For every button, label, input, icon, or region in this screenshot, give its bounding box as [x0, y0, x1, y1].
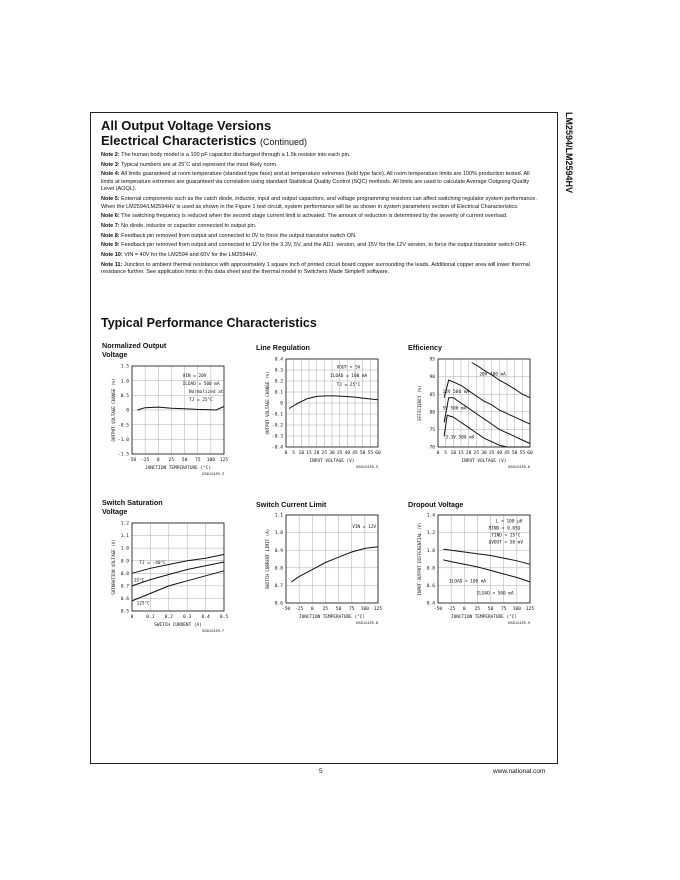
chart-annotation: L = 100 µH	[495, 519, 523, 525]
x-tick-label: 15	[458, 451, 464, 456]
note-item	[101, 242, 543, 250]
note-item	[101, 213, 543, 221]
y-tick-label: -0.5	[117, 423, 129, 429]
x-tick-label: 20	[465, 451, 472, 456]
x-tick-label: 100	[206, 458, 216, 463]
series-line-1	[472, 363, 530, 398]
note-text: The switching frequency is reduced when the second stage current limit is activated. The amount of reduction is determined by the severity of current overload.	[121, 213, 508, 220]
y-tick-label: 70	[429, 445, 435, 451]
note-item	[101, 152, 543, 160]
series-line-4	[444, 415, 530, 447]
x-tick-label: 100	[512, 607, 522, 612]
x-tick-label: 60	[527, 451, 533, 456]
x-tick-label: 10	[298, 451, 305, 456]
x-tick-label: 50	[487, 607, 494, 612]
chart-annotation: 5V 500 mA	[442, 406, 467, 412]
x-tick-label: 25	[473, 451, 480, 456]
x-tick-label: 100	[360, 607, 370, 612]
y-tick-label: 1.0	[426, 548, 435, 554]
y-tick-label: 1.0	[120, 379, 129, 385]
y-tick-label: 0.9	[120, 559, 129, 565]
series-line-1	[289, 396, 378, 409]
chart-annotation: TJ = -40°C	[139, 560, 166, 566]
figure-code: DS012439-5	[356, 465, 378, 469]
part-number-tab	[560, 112, 576, 332]
series-line-2	[444, 380, 530, 424]
x-tick-label: 25	[168, 458, 175, 463]
x-tick-label: 0	[130, 615, 134, 620]
x-tick-label: 0.3	[183, 615, 192, 620]
x-tick-label: 40	[344, 451, 351, 456]
y-tick-label: 0.3	[274, 368, 283, 374]
x-tick-label: 0	[284, 451, 288, 456]
y-tick-label: 0.7	[274, 584, 283, 589]
y-tick-label: 95	[429, 357, 435, 363]
x-tick-label: 0	[436, 451, 440, 456]
footer-site: www.national.com	[493, 768, 546, 775]
performance-title: Typical Performance Characteristics	[101, 316, 317, 330]
y-tick-label: 85	[429, 392, 435, 398]
chart-annotation: VOUT = 5V	[336, 365, 361, 371]
note-text: All limits guaranteed at room temperature (standard type face) and at temperature extremes (bold type face). All room temperature limits are 100% production tested. All limits at temperature extremes are guaranteed via correlation using standard Statistical Quality Control (SQC) methods. All limits are used to calculate Average Outgoing Quality Level (AOQL).	[101, 171, 530, 193]
chart-dropout-voltage	[408, 511, 548, 633]
chart-title-dropout: Dropout Voltage	[408, 500, 464, 509]
part-number-label: LM2594/LM2594HV	[564, 112, 574, 194]
plot-frame	[132, 523, 224, 611]
x-tick-label: -25	[446, 607, 456, 612]
y-tick-label: 1.0	[274, 531, 283, 537]
chart-title-current-limit: Switch Current Limit	[256, 500, 327, 509]
note-label: Note 7:	[101, 222, 120, 229]
y-tick-label: 90	[429, 375, 435, 381]
note-item	[101, 233, 543, 241]
note-text: The human body model is a 100 pF capacitor discharged through a 1.5k resistor into each pin.	[121, 152, 351, 158]
x-tick-label: 50	[359, 451, 366, 456]
note-label: Note 6:	[101, 213, 120, 220]
y-tick-label: 0.9	[274, 548, 283, 554]
y-tick-label: 0.5	[120, 393, 129, 399]
x-tick-label: 25	[474, 607, 481, 612]
figure-code: DS012439-9	[508, 621, 530, 625]
x-tick-label: 10	[450, 451, 457, 456]
x-tick-label: -25	[140, 458, 150, 463]
x-tick-label: 30	[481, 451, 487, 456]
note-label: Note 8:	[101, 232, 120, 239]
y-tick-label: 75	[429, 428, 435, 433]
y-tick-label: 1.1	[274, 513, 283, 519]
x-tick-label: 30	[329, 451, 335, 456]
y-tick-label: 0	[280, 401, 283, 407]
section-subtitle: Electrical Characteristics	[101, 133, 257, 148]
chart-title-saturation: Switch Saturation Voltage	[102, 498, 163, 516]
chart-saturation-voltage	[102, 519, 242, 641]
x-tick-label: 0.2	[164, 615, 173, 620]
y-tick-label: 80	[429, 410, 435, 416]
figure-code: DS012439-8	[356, 621, 378, 625]
chart-annotation: ILOAD = 100 mA	[449, 579, 487, 585]
chart-annotation: 12V 500 mA	[442, 389, 470, 395]
x-tick-label: -50	[433, 607, 443, 612]
note-label: Note 4:	[101, 171, 120, 178]
chart-title-output-voltage: Normalized Output Voltage	[102, 341, 167, 359]
chart-annotation: ILOAD = 100 mA	[330, 374, 368, 380]
y-axis-label: EFFICIENCY (%)	[417, 385, 422, 421]
y-tick-label: -0.4	[271, 445, 283, 451]
x-axis-label: JUNCTION TEMPERATURE (°C)	[144, 466, 212, 471]
chart-annotation: Normalized at	[189, 389, 224, 395]
y-tick-label: 1.0	[120, 546, 129, 552]
chart-annotation: VIN = 12V	[352, 524, 377, 530]
note-text: Typical numbers are at 25˚C and represent the most likely norm.	[121, 161, 278, 168]
x-tick-label: 20	[313, 451, 320, 456]
x-tick-label: 60	[375, 451, 381, 456]
section-title: All Output Voltage Versions	[101, 118, 272, 133]
chart-annotation: 125°C	[136, 601, 150, 607]
x-tick-label: 125	[525, 607, 535, 612]
y-tick-label: 0.5	[120, 609, 129, 615]
y-axis-label: OUTPUT VOLTAGE CHANGE (%)	[111, 378, 116, 442]
section-heading	[101, 118, 307, 150]
y-tick-label: -1.5	[117, 452, 129, 458]
y-tick-label: 0	[126, 408, 129, 414]
chart-current-limit	[256, 511, 396, 633]
chart-annotation: 25°C	[133, 578, 145, 584]
note-text: VIN = 40V for the LM2594 and 60V for the LM2594HV.	[124, 252, 258, 258]
y-tick-label: 0.8	[274, 566, 283, 572]
y-tick-label: -1.0	[117, 437, 129, 443]
note-label: Note 11:	[101, 261, 123, 268]
chart-line-regulation	[256, 355, 396, 477]
note-label: Note 10:	[101, 252, 123, 258]
y-tick-label: 0.4	[426, 601, 435, 607]
notes-list	[101, 152, 543, 279]
x-tick-label: 45	[504, 451, 510, 456]
note-text: Feedback pin removed from output and connected to 0V to force the output transistor switch ON.	[121, 232, 357, 239]
x-tick-label: 45	[352, 451, 358, 456]
y-tick-label: 1.5	[120, 364, 129, 370]
x-tick-label: 125	[373, 607, 383, 612]
x-tick-label: 0.1	[146, 615, 155, 620]
y-tick-label: 0.7	[120, 584, 129, 590]
note-label: Note 2:	[101, 152, 120, 158]
x-axis-label: JUNCTION TEMPERATURE (°C)	[450, 615, 518, 620]
y-tick-label: 0.8	[426, 566, 435, 572]
x-tick-label: 55	[367, 451, 374, 456]
x-axis-label: JUNCTION TEMPERATURE (°C)	[298, 615, 366, 620]
x-tick-label: 0	[310, 607, 314, 612]
chart-annotation: TIND = 25°C	[491, 533, 521, 539]
x-tick-label: 0	[156, 458, 160, 463]
note-item	[101, 252, 543, 260]
note-item	[101, 223, 543, 231]
note-text: Feedback pin removed from output and connected to 12V for the 3.3V, 5V, and the ADJ. version, and 15V for the 12V version, to force the output transistor switch OFF.	[121, 242, 528, 249]
page-number: 5	[319, 768, 323, 775]
x-tick-label: 75	[348, 607, 355, 612]
chart-annotation: 3.3V 500 mA	[445, 435, 475, 441]
note-label: Note 3:	[101, 161, 120, 168]
note-text: Junction to ambient thermal resistance with approximately 1 square inch of printed circuit board copper surrounding the leads. Additional copper area will lower thermal resistance further. See application hints in this data sheet and the thermal model in Switchers Made Simple® software.	[101, 261, 530, 276]
note-text: External components such as the catch diode, inductor, input and output capacitors, and voltage programming resistors can affect switching regulator system performance. When the LM2594/LM2594HV is used as shown in the Figure 1 test circuit, system performance will be as shown in system parameters section of Electrical Characteristics.	[101, 196, 537, 210]
x-tick-label: 125	[219, 458, 229, 463]
chart-title-line-regulation: Line Regulation	[256, 343, 310, 352]
x-tick-label: 0.5	[219, 615, 229, 620]
y-tick-label: 1.4	[426, 513, 435, 519]
y-tick-label: 1.2	[120, 521, 129, 527]
x-tick-label: -50	[127, 458, 137, 463]
chart-annotation: ΔVOUT = 50 mV	[488, 540, 523, 546]
note-item	[101, 262, 543, 277]
chart-efficiency	[408, 355, 548, 477]
note-item	[101, 162, 543, 170]
y-axis-label: SWITCH CURRENT LIMIT (A)	[265, 528, 270, 590]
x-tick-label: -50	[281, 607, 291, 612]
y-tick-label: 1.2	[426, 531, 435, 537]
y-tick-label: -0.3	[271, 434, 283, 440]
chart-annotation: VIN = 20V	[182, 374, 207, 380]
continued-label: (Continued)	[260, 137, 308, 147]
x-tick-label: 5	[292, 451, 296, 456]
y-tick-label: 0.6	[274, 601, 283, 607]
chart-annotation: ILOAD = 500 mA	[182, 381, 220, 387]
chart-annotation: TJ = 25°C	[336, 382, 361, 388]
x-tick-label: 50	[181, 458, 188, 463]
y-tick-label: -0.2	[271, 423, 283, 429]
note-label: Note 5:	[101, 196, 120, 203]
x-tick-label: 55	[519, 451, 526, 456]
x-tick-label: 0	[462, 607, 466, 612]
chart-annotation: ILOAD = 500 mA	[476, 591, 514, 597]
x-axis-label: INPUT VOLTAGE (V)	[309, 459, 355, 464]
y-tick-label: 0.8	[120, 571, 129, 577]
y-tick-label: 0.6	[426, 584, 435, 589]
x-tick-label: 75	[500, 607, 507, 612]
y-axis-label: SATURATION VOLTAGE (V)	[111, 539, 116, 595]
y-axis-label: INPUT-OUTPUT DIFFERENTIAL (V)	[417, 522, 422, 596]
x-tick-label: 40	[496, 451, 503, 456]
x-axis-label: INPUT VOLTAGE (V)	[461, 459, 507, 464]
y-tick-label: -0.1	[271, 412, 283, 418]
x-tick-label: 75	[194, 458, 201, 463]
chart-annotation: TJ = 25°C	[189, 397, 213, 403]
note-text: No diode, inductor or capacitor connected to output pin.	[121, 222, 257, 229]
chart-title-efficiency: Efficiency	[408, 343, 442, 352]
figure-code: DS012439-7	[202, 629, 224, 633]
x-tick-label: 50	[335, 607, 342, 612]
y-tick-label: 0.6	[120, 597, 129, 603]
y-axis-label: OUTPUT VOLTAGE CHANGE (%)	[265, 371, 270, 435]
x-tick-label: 25	[322, 607, 329, 612]
x-tick-label: 25	[321, 451, 328, 456]
x-tick-label: 15	[306, 451, 312, 456]
chart-annotation: RIND = 0.05Ω	[488, 526, 521, 532]
y-tick-label: 0.2	[274, 379, 283, 385]
x-tick-label: 5	[444, 451, 448, 456]
x-tick-label: 0.4	[201, 615, 210, 620]
figure-code: DS012439-3	[202, 472, 224, 476]
x-tick-label: 50	[511, 451, 518, 456]
y-tick-label: 1.1	[120, 534, 129, 540]
y-tick-label: 0.4	[274, 357, 283, 363]
y-tick-label: 0.1	[274, 390, 283, 396]
x-tick-label: -25	[294, 607, 304, 612]
chart-annotation: 20V 400 mA	[479, 372, 506, 378]
x-axis-label: SWITCH CURRENT (A)	[154, 623, 202, 628]
note-label: Note 9:	[101, 242, 120, 249]
x-tick-label: 35	[488, 451, 495, 456]
note-item	[101, 196, 543, 211]
chart-output-voltage	[102, 362, 242, 484]
note-item	[101, 171, 543, 194]
x-tick-label: 35	[336, 451, 343, 456]
figure-code: DS012439-6	[508, 465, 530, 469]
